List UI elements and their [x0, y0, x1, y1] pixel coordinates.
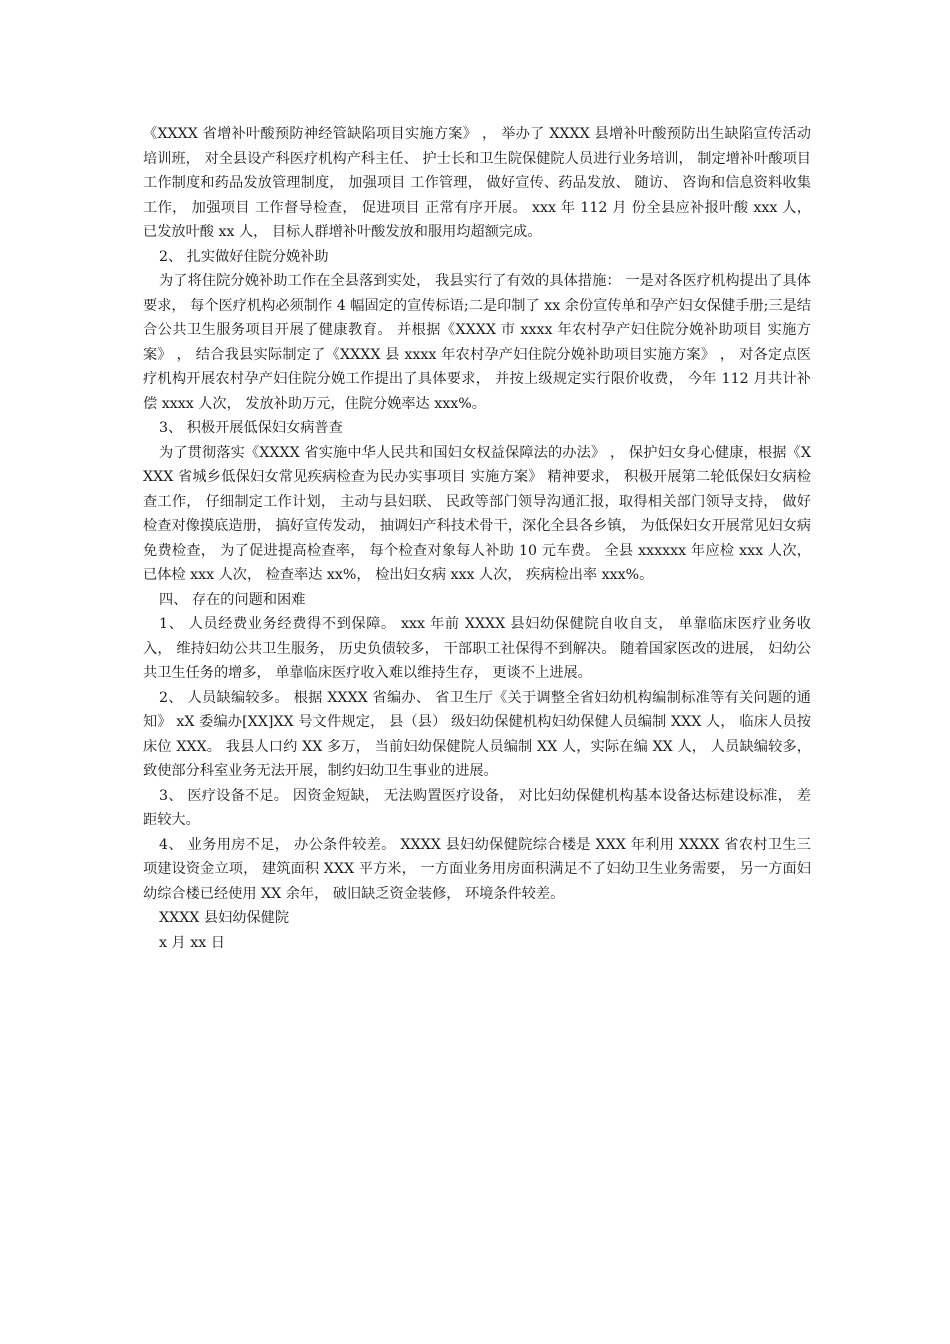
- paragraph-problem-funding: 1、 人员经费业务经费得不到保障。 xxx 年前 XXXX 县妇幼保健院自收自支， 单靠临床医疗业务收入， 维持妇幼公共卫生服务， 历史负债较多， 干部职工社保得不到解决。 随着国家医改的进展， 妇幼公共卫生任务的增多， 单靠临床医疗收入难以维持生存， 更谈不上进展。: [143, 616, 811, 681]
- paragraph-delivery-subsidy: 为了将住院分娩补助工作在全县落到实处， 我县实行了有效的具体措施： 一是对各医疗机构提出了具体要求， 每个医疗机构必须制作 4 幅固定的宣传标语;二是印制了 xx 余份宣传单和孕产妇女保健手册;三是结合公共卫生服务项目开展了健康教育。 并根据《XXXX 市 xxxx 年农村孕产妇住院分娩补助项目 实施方案》 ， 结合我县实际制定了《XXXX 县 xxxx 年农村孕产妇住院分娩补助项目实施方案》 ， 对各定点医疗机构开展农村孕产妇住院分娩工作提出了具体要求， 并按上级规定实行限价收费， 今年 112 月共计补偿 xxxx 人次， 发放补助万元，住院分娩率达 xxx%。: [143, 273, 811, 412]
- section-heading-problems: 四、 存在的问题和困难: [159, 591, 306, 608]
- paragraph-problem-staffing: 2、 人员缺编较多。 根据 XXXX 省编办、 省卫生厅《关于调整全省妇幼机构编制标准等有关问题的通知》 xX 委编办[XX]XX 号文件规定， 县（县） 级妇幼保健机构妇幼保健人员编制 XXX 人， 临床人员按床位 XXX。 我县人口约 XX 多万， 当前妇幼保健院人员编制 XX 人，实际在编 XX 人， 人员缺编较多， 致使部分科室业务无法开展，制约妇幼卫生事业的进展。: [143, 689, 811, 779]
- paragraph-problem-premises: 4、 业务用房不足， 办公条件较差。 XXXX 县妇幼保健院综合楼是 XXX 年利用 XXXX 省农村卫生三项建设资金立项， 建筑面积 XXX 平方米， 一方面业务用房面积满足不了妇幼卫生业务需要， 另一方面妇幼综合楼已经使用 XX 余年， 破旧缺乏资金装修， 环境条件较差。: [143, 836, 811, 902]
- section-heading-disease-screening: 3、 积极开展低保妇女病普查: [159, 420, 343, 436]
- document-body: [143, 122, 811, 955]
- signature-org: XXXX 县妇幼保健院: [159, 910, 290, 926]
- paragraph-folic-acid: 《XXXX 省增补叶酸预防神经管缺陷项目实施方案》 ， 举办了 XXXX 县增补叶酸预防出生缺陷宣传活动培训班， 对全县设产科医疗机构产科主任、 护士长和卫生院保健院人员进行业务培训， 制定增补叶酸项目 工作制度和药品发放管理制度， 加强项目 工作管理， 做好宣传、药品发放、 随访、 咨询和信息资料收集工作， 加强项目 工作督导检查， 促进项目 正常有序开展。 xxx 年 112 月 份全县应补报叶酸 xxx 人， 已发放叶酸 xx 人， 目标人群增补叶酸发放和服用均超额完成。: [143, 126, 811, 240]
- section-heading-delivery-subsidy: 2、 扎实做好住院分娩补助: [159, 248, 329, 265]
- paragraph-disease-screening: 为了贯彻落实《XXXX 省实施中华人民共和国妇女权益保障法的办法》 ， 保护妇女身心健康，根据《XXXX 省城乡低保妇女常见疾病检查为民办实事项目 实施方案》 精神要求， 积极开展第二轮低保妇女病检查工作， 仔细制定工作计划， 主动与县妇联、 民政等部门领导沟通汇报，取得相关部门领导支持， 做好检查对像摸底造册， 搞好宣传发动， 抽调妇产科技术骨干，深化全县各乡镇， 为低保妇女开展常见妇女病免费检查， 为了促进提高检查率， 每个检查对象每人补助 10 元车费。 全县 xxxxxx 年应检 xxx 人次， 已体检 xxx 人次， 检查率达 xx%， 检出妇女病 xxx 人次， 疾病检出率 xxx%。: [143, 444, 811, 583]
- signature-date: x 月 xx 日: [159, 934, 225, 951]
- paragraph-problem-equipment: 3、 医疗设备不足。 因资金短缺， 无法购置医疗设备， 对比妇幼保健机构基本设备达标建设标准， 差距较大。: [143, 787, 811, 828]
